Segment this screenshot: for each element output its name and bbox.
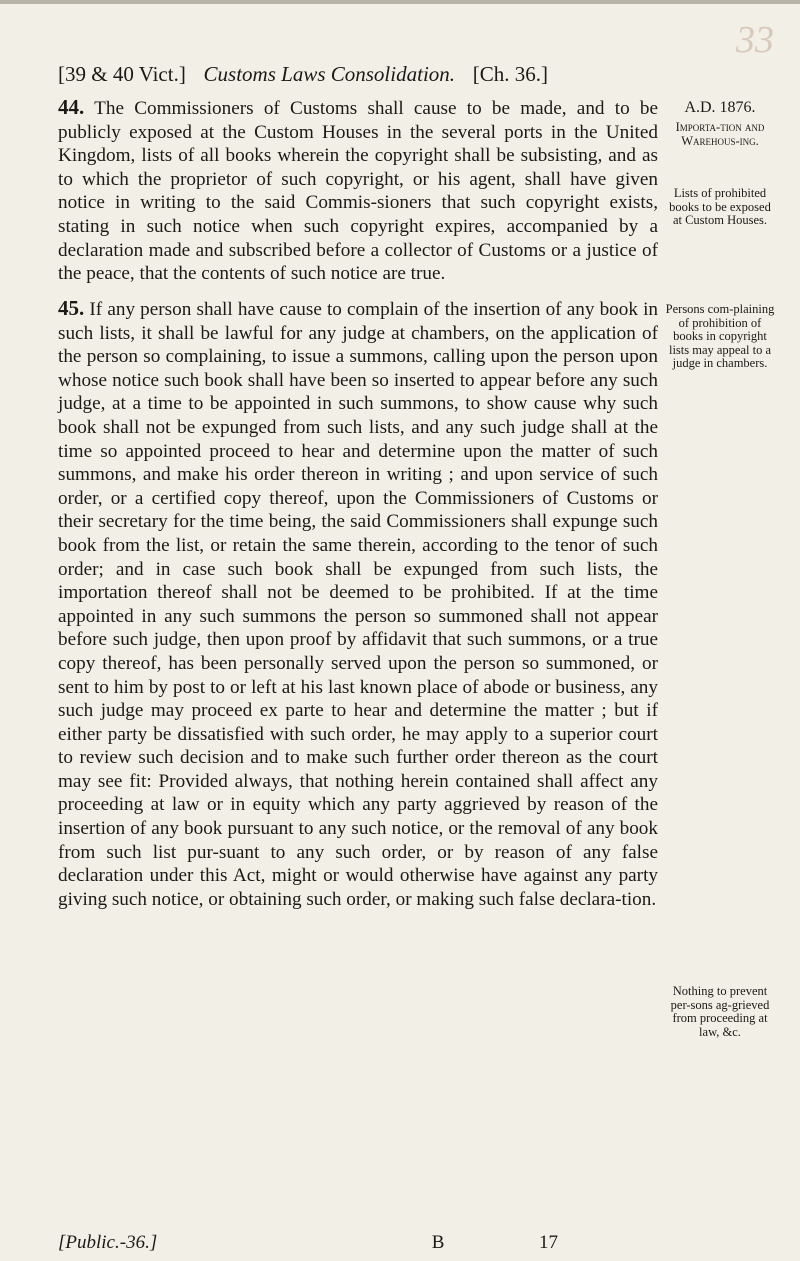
pencil-mark: 33	[736, 19, 774, 61]
margin-part-heading: Importa-tion and Warehous-ing.	[675, 120, 765, 148]
running-title: Customs Laws Consolidation.	[203, 62, 456, 86]
section-45-text: If any person shall have cause to complain of the insertion of any book in such lists, it shall be lawful for any judge at chambers, on the application of the person so complaining, to issue a summons, calling upon the person upon whose notice such book shall have been so inserted to appear before any such judge, at a time to be appointed in such summons, to show cause why such book shall not be expunged from such lists, and any such judge shall at the time so appointed proceed to hear and determine upon the matter of such summons, and make his order thereon in writing ; and upon service of such order, or a certified copy thereof, upon the Commissioners of Customs or their secretary for the time being, the said Commissioners shall expunge such book from the list, or retain the same therein, according to the tenor of such order; and in case such book shall be expunged from such lists, the importation thereof shall not be deemed to be prohibited. If at the time appointed in any such summons the person so summoned shall not appear before such judge, then upon proof by affidavit that such summons, or a true copy thereof, has been personally served upon the person so summoned, or sent to him by post to or left at his last known place of abode or business, any such judge may proceed ex parte to hear and determine the matter ; but if either party be dissatisfied with such order, he may apply to a superior court to review such decision and to make such further order thereon as the court may see fit: Provided always, that nothing herein contained shall affect any proceeding at law or in equity which any party aggrieved by reason of the insertion of any book pursuant to any such notice, or the removal of any book from such list pur-suant to any such order, or by reason of any false declaration under this Act, might or would otherwise have against any party giving such notice, or obtaining such order, or making such false declara-tion.	[58, 299, 659, 910]
regnal-year: [39 & 40 Vict.]	[58, 62, 186, 86]
section-44-text: The Commissioners of Customs shall cause to be made, and to be publicly exposed at the Custom Houses in the several ports in the United Kingdom, lists of all books wherein the copyright shall be subsisting, and as to which the proprietor of such copyright, or his agent, shall have given notice in writing to the said Commis-sioners that such copyright exists, stating in such notice when such copyright expires, accompanied by a declaration made and subscribed before a collector of Customs or a justice of the peace, that the contents of such notice are true.	[58, 98, 659, 285]
running-header	[58, 62, 548, 87]
section-45	[58, 297, 658, 911]
section-45-number: 45.	[58, 296, 85, 320]
chapter-number: [Ch. 36.]	[472, 62, 548, 86]
margin-year: A.D. 1876.	[684, 99, 756, 116]
margin-note-45: Persons com-plaining of prohibition of books in copyright lists may appeal to a judge in chambers.	[665, 302, 775, 370]
page-footer	[58, 1232, 658, 1254]
margin-note-44: Lists of prohibited books to be exposed at Custom Houses.	[669, 186, 771, 227]
section-44	[58, 96, 658, 286]
margin-note-proviso: Nothing to prevent per-sons ag-grieved from proceeding at law, &c.	[670, 984, 770, 1039]
section-44-number: 44.	[58, 95, 85, 119]
sheet-mark: B	[431, 1232, 445, 1253]
print-signature: [Public.-36.]	[58, 1232, 158, 1253]
page-number: 17	[539, 1232, 558, 1253]
top-rule	[0, 0, 800, 4]
